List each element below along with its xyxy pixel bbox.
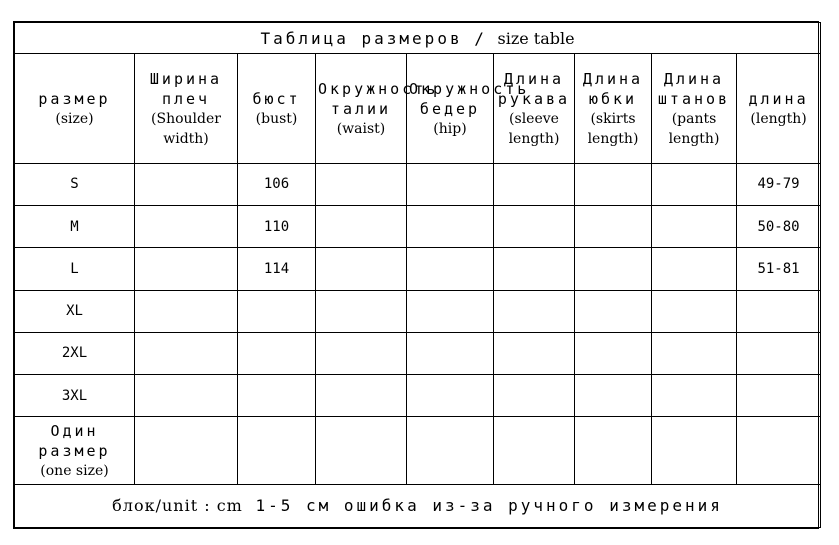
title-ru: Таблица размеров [260, 28, 463, 48]
column-header [135, 54, 238, 164]
hip-cell [407, 332, 494, 374]
table-row [15, 290, 821, 332]
bust-cell [238, 375, 316, 417]
skirt-cell [575, 248, 652, 290]
waist-cell [316, 332, 407, 374]
length-cell [737, 332, 821, 374]
pants-cell [652, 332, 737, 374]
bust-cell: 110 [238, 206, 316, 248]
column-header-ru: Окружность бедер [409, 79, 530, 118]
shoulder-cell [135, 332, 238, 374]
sleeve-cell [494, 290, 575, 332]
size-cell: 2XL [15, 332, 135, 374]
column-header-ru: Длина штанов [657, 69, 731, 108]
table-row-one-size [15, 417, 821, 484]
table-row [15, 375, 821, 417]
one-size-en: (one size) [40, 462, 109, 479]
shoulder-cell [135, 375, 238, 417]
waist-cell [316, 375, 407, 417]
bust-cell: 114 [238, 248, 316, 290]
bust-cell: 106 [238, 163, 316, 205]
waist-cell [316, 290, 407, 332]
table-row [15, 163, 821, 205]
column-header-en: (sleeve length) [508, 110, 560, 147]
shoulder-cell [135, 290, 238, 332]
sleeve-cell [494, 375, 575, 417]
size-chart [13, 21, 819, 529]
length-cell: 50-80 [737, 206, 821, 248]
data-cell [652, 417, 737, 484]
title-en: size table [497, 28, 575, 48]
column-header-en: (bust) [255, 110, 298, 127]
column-header-en: (pants length) [668, 110, 720, 147]
data-cell [407, 417, 494, 484]
shoulder-cell [135, 248, 238, 290]
pants-cell [652, 206, 737, 248]
column-header-ru: бюст [252, 89, 301, 108]
column-header-ru: Ширина плеч [149, 69, 223, 108]
column-header-en: (hip) [433, 120, 467, 137]
column-header-ru: Окружность талии [318, 79, 439, 118]
size-cell: M [15, 206, 135, 248]
column-header-ru: Длина рукава [497, 69, 571, 108]
pants-cell [652, 375, 737, 417]
skirt-cell [575, 163, 652, 205]
table-row [15, 248, 821, 290]
table-title [15, 23, 821, 54]
one-size-ru: Один размер [38, 421, 111, 460]
skirt-cell [575, 290, 652, 332]
footer-note [15, 484, 821, 527]
column-header-en: (length) [750, 110, 807, 127]
sleeve-cell [494, 163, 575, 205]
size-cell [15, 417, 135, 484]
data-cell [737, 417, 821, 484]
column-header-en: (waist) [336, 120, 386, 137]
skirt-cell [575, 206, 652, 248]
pants-cell [652, 163, 737, 205]
size-cell: S [15, 163, 135, 205]
data-cell [494, 417, 575, 484]
column-header [494, 54, 575, 164]
column-header [15, 54, 135, 164]
sleeve-cell [494, 248, 575, 290]
data-cell [575, 417, 652, 484]
column-header-en: (Shoulder width) [151, 110, 221, 147]
column-header-ru: длина [748, 89, 809, 108]
waist-cell [316, 248, 407, 290]
column-header [316, 54, 439, 164]
size-cell: L [15, 248, 135, 290]
waist-cell [316, 206, 407, 248]
column-header [407, 54, 530, 164]
column-header-en: (skirts length) [587, 110, 639, 147]
shoulder-cell [135, 206, 238, 248]
sleeve-cell [494, 332, 575, 374]
hip-cell [407, 290, 494, 332]
title-separator: / [462, 28, 498, 48]
hip-cell [407, 163, 494, 205]
size-cell: 3XL [15, 375, 135, 417]
size-table [14, 22, 821, 528]
column-header-ru: размер [38, 89, 111, 108]
length-cell [737, 290, 821, 332]
column-header [575, 54, 652, 164]
data-cell [238, 417, 316, 484]
length-cell: 49-79 [737, 163, 821, 205]
hip-cell [407, 248, 494, 290]
hip-cell [407, 206, 494, 248]
skirt-cell [575, 375, 652, 417]
column-header [238, 54, 316, 164]
measurement-error-note: 1-5 см ошибка из-за ручного измерения [255, 496, 723, 516]
length-cell [737, 375, 821, 417]
length-cell: 51-81 [737, 248, 821, 290]
column-header-en: (size) [55, 110, 94, 127]
column-header [652, 54, 737, 164]
shoulder-cell [135, 163, 238, 205]
sleeve-cell [494, 206, 575, 248]
column-header-ru: Длина юбки [582, 69, 644, 108]
pants-cell [652, 290, 737, 332]
table-row [15, 332, 821, 374]
data-cell [316, 417, 407, 484]
skirt-cell [575, 332, 652, 374]
pants-cell [652, 248, 737, 290]
table-row [15, 206, 821, 248]
bust-cell [238, 332, 316, 374]
waist-cell [316, 163, 407, 205]
unit-label: блок/unit : cm [112, 496, 243, 516]
data-cell [135, 417, 238, 484]
size-cell: XL [15, 290, 135, 332]
column-header [737, 54, 821, 164]
bust-cell [238, 290, 316, 332]
header-row [15, 54, 821, 164]
hip-cell [407, 375, 494, 417]
